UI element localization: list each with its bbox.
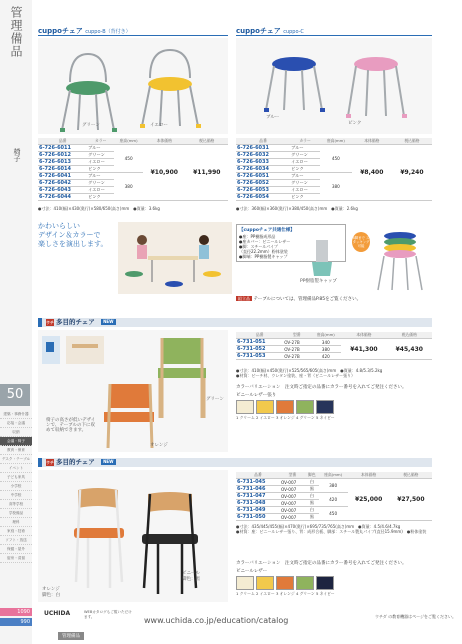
multi2-swatch-sub: ビニールレザー bbox=[236, 569, 268, 574]
col-header: 品番 bbox=[38, 138, 87, 145]
cuppo-b-table bbox=[38, 138, 228, 201]
swatch-label: 5 ネイビー bbox=[316, 591, 335, 596]
col-header: 型番 bbox=[283, 332, 310, 339]
leg-color: 白 bbox=[305, 479, 319, 486]
multi1-caption-green: グリーン bbox=[206, 397, 224, 402]
product-code: 6-726-6051 bbox=[236, 173, 290, 180]
cuppo-c-table bbox=[236, 138, 432, 201]
cuppo-b-title: cuppoチェア bbox=[38, 27, 83, 35]
model-number: OV-007 bbox=[280, 500, 305, 507]
seat-height: 450 bbox=[114, 145, 143, 173]
color-name: ピンク bbox=[290, 166, 320, 173]
product-code: 6-726-6034 bbox=[236, 166, 290, 173]
model-number: OV-007 bbox=[280, 486, 305, 493]
promo-line-1: かわいらしい bbox=[38, 222, 80, 230]
product-code: 6-726-6013 bbox=[38, 159, 87, 166]
sidebar-nav-item[interactable]: 高等学校 bbox=[0, 500, 32, 509]
common-spec-title: 【cuppoチェア共通仕様】 bbox=[239, 228, 295, 233]
spec-line: ●脚端：PP樹脂製キャップ bbox=[239, 254, 288, 259]
leg-color: 黒 bbox=[305, 514, 319, 521]
seat-height: 380 bbox=[320, 173, 352, 201]
swatch-chip bbox=[316, 576, 334, 590]
color-swatch bbox=[256, 576, 274, 597]
multi2-table bbox=[236, 472, 432, 521]
multi1-chairs-illustration bbox=[38, 330, 228, 452]
swatch-label: 3 オレンジ bbox=[276, 591, 295, 596]
color-swatch bbox=[256, 400, 274, 421]
multi1-header bbox=[38, 318, 432, 327]
multi1-swatches bbox=[236, 400, 432, 421]
spec-line: （直径22.2mm）粉体塗装 bbox=[239, 249, 288, 254]
stacking-image bbox=[350, 226, 430, 294]
swatch-label: 1 クリーム bbox=[236, 591, 255, 596]
multi2-header bbox=[38, 458, 432, 467]
footer-caption: WEBカタログもご覧いただけます。 bbox=[84, 610, 132, 619]
seat-height: 420 bbox=[319, 493, 348, 507]
promo-line-3: 楽しさを演出します。 bbox=[38, 240, 108, 248]
sidebar-nav-item[interactable]: 家庭・技術 bbox=[0, 527, 32, 536]
color-name: グリーン bbox=[290, 152, 320, 159]
leg-color: 白 bbox=[305, 493, 319, 500]
color-swatch bbox=[316, 576, 334, 597]
color-name: イエロー bbox=[87, 159, 114, 166]
color-name: ブルー bbox=[290, 173, 320, 180]
table-row bbox=[236, 145, 432, 152]
cuppo-b-subtitle: cuppo-B（背付き） bbox=[85, 29, 131, 35]
sidebar-nav-item[interactable]: イベント bbox=[0, 464, 32, 473]
stacking-badge: 4脚まで スタッキング 可能 bbox=[352, 232, 370, 252]
model-number: OV-27B bbox=[283, 339, 310, 346]
cuppo-c-subtitle: cuppo-C bbox=[283, 29, 304, 35]
sidebar-title: 管理備品 bbox=[9, 6, 23, 58]
color-swatch bbox=[296, 400, 314, 421]
cuppo-b-caption-yellow: イエロー bbox=[150, 123, 168, 128]
product-code: 6-726-6053 bbox=[236, 187, 290, 194]
col-header: 本体価格 bbox=[348, 472, 390, 479]
product-code: 6-726-6041 bbox=[38, 173, 87, 180]
col-header: 座高(mm) bbox=[319, 472, 348, 479]
multi1-table bbox=[236, 332, 432, 360]
sidebar-bottom-1090[interactable]: 1090 bbox=[0, 608, 32, 616]
table-row bbox=[38, 145, 228, 152]
footer-tag: 管理備品 bbox=[58, 632, 84, 640]
color-swatch bbox=[236, 400, 254, 421]
multi2-note-2: ●材質：座：ビニールレザー張り、背：成形合板、脚部：スチール製丸パイプ(直径15.9mm) ●粉体塗装 bbox=[236, 529, 427, 534]
sidebar-nav-item[interactable]: 厨房・清掃 bbox=[0, 554, 32, 563]
cuppo-b-note: ●寸法：410(幅)×430(奥行)×580/650(高さ)mm ●質量：3.6kg bbox=[38, 206, 160, 211]
color-name: イエロー bbox=[87, 187, 114, 194]
sidebar-bottom-990[interactable]: 990 bbox=[0, 618, 32, 626]
kids-table-illustration bbox=[118, 222, 232, 294]
col-header: 品番 bbox=[236, 472, 280, 479]
model-number: OV-007 bbox=[280, 514, 305, 521]
cuppo-c-note: ●寸法：360(幅)×360(奥行)×380/450(高さ)mm ●質量：2.6kg bbox=[236, 206, 358, 211]
page-number: 50 bbox=[0, 384, 30, 406]
seat-height: 340 bbox=[310, 339, 341, 346]
product-code: 6-726-6054 bbox=[236, 194, 290, 201]
col-header: 税込価格 bbox=[387, 332, 432, 339]
col-header: 座高(mm) bbox=[320, 138, 352, 145]
promo-line-2: デザイン＆カラーで bbox=[38, 231, 101, 239]
footer-right-text: ウチダ の教育機器はページをご覧ください。 bbox=[375, 614, 456, 619]
swatch-chip bbox=[316, 400, 334, 414]
swatch-chip bbox=[256, 400, 274, 414]
multi1-swatch-sub: ビニールレザー張り bbox=[236, 393, 277, 398]
sidebar-nav bbox=[0, 410, 32, 563]
product-code: 6-731-046 bbox=[236, 486, 280, 493]
multi2-caption-vinyl: ビニール bbox=[182, 571, 200, 576]
color-name: ブルー bbox=[290, 145, 320, 152]
cap-image bbox=[300, 238, 344, 284]
model-number: OV-27B bbox=[283, 353, 310, 360]
swatch-label: 5 ネイビー bbox=[316, 415, 335, 420]
price-tax: ¥9,240 bbox=[392, 145, 432, 201]
swatch-label: 2 イエロー bbox=[256, 415, 275, 420]
sidebar-bottom bbox=[0, 608, 32, 628]
multi1-table-caption: 椅子の高さが低いデザインで、テーブルの下に収めて収納できます。 bbox=[46, 418, 96, 433]
product-code: 6-726-6032 bbox=[236, 152, 290, 159]
price: ¥8,400 bbox=[352, 145, 392, 201]
multi1-caption-orange: オレンジ bbox=[150, 443, 168, 448]
swatch-label: 4 グリーン bbox=[296, 591, 315, 596]
price-tax: ¥27,500 bbox=[390, 479, 432, 521]
swatch-chip bbox=[296, 576, 314, 590]
cuppo-c-image bbox=[236, 38, 432, 134]
multi2-note bbox=[236, 524, 432, 534]
promo-copy bbox=[38, 222, 128, 249]
color-name: ピンク bbox=[87, 166, 114, 173]
sidebar-nav-item[interactable]: ソフト・放送 bbox=[0, 536, 32, 545]
swatch-label: 1 クリーム bbox=[236, 415, 255, 420]
footer-logo: UCHIDA bbox=[44, 610, 71, 617]
swatch-chip bbox=[276, 400, 294, 414]
cap-label: PP樹脂製キャップ bbox=[300, 279, 337, 284]
color-name: ピンク bbox=[290, 194, 320, 201]
page-footer bbox=[34, 610, 462, 644]
sidebar-nav-item[interactable]: 応接・会議 bbox=[0, 419, 32, 428]
multi1-note bbox=[236, 368, 432, 378]
product-code: 6-726-6011 bbox=[38, 145, 87, 152]
multi1-swatch-title: カラーバリエーション 注文時ご指定の品番にカラー番号を入れてご発注ください。 bbox=[236, 385, 407, 390]
multi1-swatch-box bbox=[236, 384, 432, 421]
promo-footer-text: テーブルについては、管理備品P.85をご覧ください。 bbox=[253, 297, 362, 302]
product-code: 6-731-049 bbox=[236, 507, 280, 514]
sidebar-nav-item[interactable]: 理科 bbox=[0, 518, 32, 527]
price-tax: ¥11,990 bbox=[186, 145, 228, 201]
spec-line: ●座カバー：ビニールレザー bbox=[239, 239, 291, 244]
swatch-chip bbox=[236, 576, 254, 590]
price: ¥41,300 bbox=[341, 339, 386, 360]
footer-url[interactable]: www.uchida.co.jp/education/catalog bbox=[144, 616, 289, 625]
col-header: 税込価格 bbox=[392, 138, 432, 145]
swatch-chip bbox=[256, 576, 274, 590]
product-code: 6-731-047 bbox=[236, 493, 280, 500]
sidebar-nav-item[interactable]: 建築・事務什器 bbox=[0, 410, 32, 419]
cuppo-c-caption-pink: ピンク bbox=[348, 121, 362, 126]
col-header: 脚色 bbox=[305, 472, 319, 479]
sidebar-nav-item[interactable]: デスク・テーブル bbox=[0, 455, 32, 464]
multi1-new-badge: NEW bbox=[103, 319, 114, 324]
sidebar-category: 椅子 bbox=[13, 148, 21, 162]
assembly-badge: 組立品 bbox=[238, 296, 250, 301]
cuppo-b-chairs-illustration bbox=[38, 38, 228, 134]
sidebar-nav-item[interactable]: 教育・保育 bbox=[0, 446, 32, 455]
multi2-note-1: ●寸法：435/445/455(幅)×470(奥行)×695/735/765(高さ)mm ●質量：4.5/4.6/4.7kg bbox=[236, 524, 401, 529]
multi1-image bbox=[38, 330, 228, 452]
color-swatch bbox=[296, 576, 314, 597]
leg-color: 黒 bbox=[305, 500, 319, 507]
col-header: 型番 bbox=[280, 472, 305, 479]
col-header: 税込価格 bbox=[186, 138, 228, 145]
sidebar-nav-item[interactable]: 保健・屋外 bbox=[0, 545, 32, 554]
sidebar-nav-item[interactable]: 小学校 bbox=[0, 482, 32, 491]
product-code: 6-726-6033 bbox=[236, 159, 290, 166]
col-header: 本体価格 bbox=[341, 332, 386, 339]
leg-color: 白 bbox=[305, 507, 319, 514]
price: ¥10,900 bbox=[143, 145, 185, 201]
swatch-chip bbox=[296, 400, 314, 414]
col-header: カラー bbox=[290, 138, 320, 145]
model-number: OV-007 bbox=[280, 493, 305, 500]
sidebar-nav-item[interactable]: 学校備品 bbox=[0, 509, 32, 518]
multi2-caption-leg-black: 脚色：黒 bbox=[182, 577, 200, 582]
col-header: 本体価格 bbox=[143, 138, 185, 145]
pp-cap-illustration bbox=[300, 238, 344, 280]
col-header: 本体価格 bbox=[352, 138, 392, 145]
spec-line: ●座：PP樹脂成形品 bbox=[239, 234, 276, 239]
product-code: 6-726-6012 bbox=[38, 152, 87, 159]
multi2-new-badge: NEW bbox=[103, 459, 114, 464]
price-tax: ¥45,430 bbox=[387, 339, 432, 360]
col-header: カラー bbox=[87, 138, 114, 145]
multi2-image bbox=[38, 470, 228, 602]
seat-height: 420 bbox=[310, 353, 341, 360]
color-name: イエロー bbox=[290, 187, 320, 194]
col-header: 品番 bbox=[236, 332, 283, 339]
seat-height: 450 bbox=[319, 507, 348, 521]
multi1-title: 多目的チェア bbox=[56, 318, 95, 326]
seat-height: 380 bbox=[310, 346, 341, 353]
sidebar bbox=[0, 0, 32, 644]
color-name: イエロー bbox=[290, 159, 320, 166]
color-name: グリーン bbox=[87, 180, 114, 187]
spec-line: ●脚：スチールパイプ bbox=[239, 244, 278, 249]
sidebar-nav-item[interactable]: 中学校 bbox=[0, 491, 32, 500]
product-code: 6-726-6042 bbox=[38, 180, 87, 187]
multi2-swatches bbox=[236, 576, 432, 597]
multi2-caption-orange: オレンジ bbox=[42, 587, 60, 592]
maker-logo: ウチ bbox=[46, 460, 54, 465]
color-name: ブルー bbox=[87, 145, 114, 152]
price: ¥25,000 bbox=[348, 479, 390, 521]
multi2-chairs-illustration bbox=[38, 470, 228, 602]
cuppo-b-caption-green: グリーン bbox=[82, 123, 100, 128]
promo-photo bbox=[118, 222, 232, 294]
color-name: ピンク bbox=[87, 194, 114, 201]
product-code: 6-726-6052 bbox=[236, 180, 290, 187]
multi2-swatch-title: カラーバリエーション 注文時ご指定の品番にカラー番号を入れてご発注ください。 bbox=[236, 561, 407, 566]
product-code: 6-731-052 bbox=[236, 346, 283, 353]
swatch-label: 3 オレンジ bbox=[276, 415, 295, 420]
color-swatch bbox=[276, 576, 294, 597]
product-code: 6-731-050 bbox=[236, 514, 280, 521]
cuppo-b-header bbox=[38, 26, 228, 36]
model-number: OV-007 bbox=[280, 507, 305, 514]
col-header: 税込価格 bbox=[390, 472, 432, 479]
col-header: 座高(mm) bbox=[114, 138, 143, 145]
product-code: 6-726-6014 bbox=[38, 166, 87, 173]
color-swatch bbox=[276, 400, 294, 421]
col-header: 座高(mm) bbox=[310, 332, 341, 339]
seat-height: 450 bbox=[320, 145, 352, 173]
maker-logo: ウチ bbox=[46, 320, 54, 325]
seat-height: 380 bbox=[114, 173, 143, 201]
multi2-swatch-box bbox=[236, 560, 432, 597]
cuppo-c-header bbox=[236, 26, 432, 36]
sidebar-nav-item[interactable]: 会議・椅子 bbox=[0, 437, 32, 446]
leg-color: 黒 bbox=[305, 486, 319, 493]
product-code: 6-731-053 bbox=[236, 353, 283, 360]
cuppo-c-caption-blue: ブルー bbox=[266, 115, 280, 120]
swatch-label: 2 イエロー bbox=[256, 591, 275, 596]
multi1-note-1: ●寸法：410(幅)×450(奥行)×525/565/605(高さ)mm ●質量：4.8/5.3/5.2kg bbox=[236, 368, 383, 373]
sidebar-nav-item[interactable]: 子ども家具 bbox=[0, 473, 32, 482]
color-swatch bbox=[316, 400, 334, 421]
product-code: 6-726-6044 bbox=[38, 194, 87, 201]
col-header: 品番 bbox=[236, 138, 290, 145]
swatch-label: 4 グリーン bbox=[296, 415, 315, 420]
cuppo-b-image bbox=[38, 38, 228, 134]
swatch-chip bbox=[236, 400, 254, 414]
product-code: 6-731-048 bbox=[236, 500, 280, 507]
product-code: 6-731-045 bbox=[236, 479, 280, 486]
color-name: ブルー bbox=[87, 173, 114, 180]
model-number: OV-27B bbox=[283, 346, 310, 353]
sidebar-nav-item[interactable]: 収納 bbox=[0, 428, 32, 437]
color-swatch bbox=[236, 576, 254, 597]
table-row bbox=[236, 339, 432, 346]
promo-footer bbox=[236, 296, 432, 302]
multi2-title: 多目的チェア bbox=[56, 458, 95, 466]
product-code: 6-726-6043 bbox=[38, 187, 87, 194]
color-name: グリーン bbox=[290, 180, 320, 187]
multi1-note-2: ●材質：ビーチ材、ウレタン塗装、座・背（ビニールレザー張り） bbox=[236, 373, 355, 378]
color-name: グリーン bbox=[87, 152, 114, 159]
seat-height: 380 bbox=[319, 479, 348, 493]
product-code: 6-731-051 bbox=[236, 339, 283, 346]
product-code: 6-726-6031 bbox=[236, 145, 290, 152]
model-number: OV-007 bbox=[280, 479, 305, 486]
swatch-chip bbox=[276, 576, 294, 590]
table-row bbox=[236, 479, 432, 486]
multi2-caption-leg-white: 脚色：白 bbox=[42, 593, 60, 598]
cuppo-c-title: cuppoチェア bbox=[236, 27, 281, 35]
